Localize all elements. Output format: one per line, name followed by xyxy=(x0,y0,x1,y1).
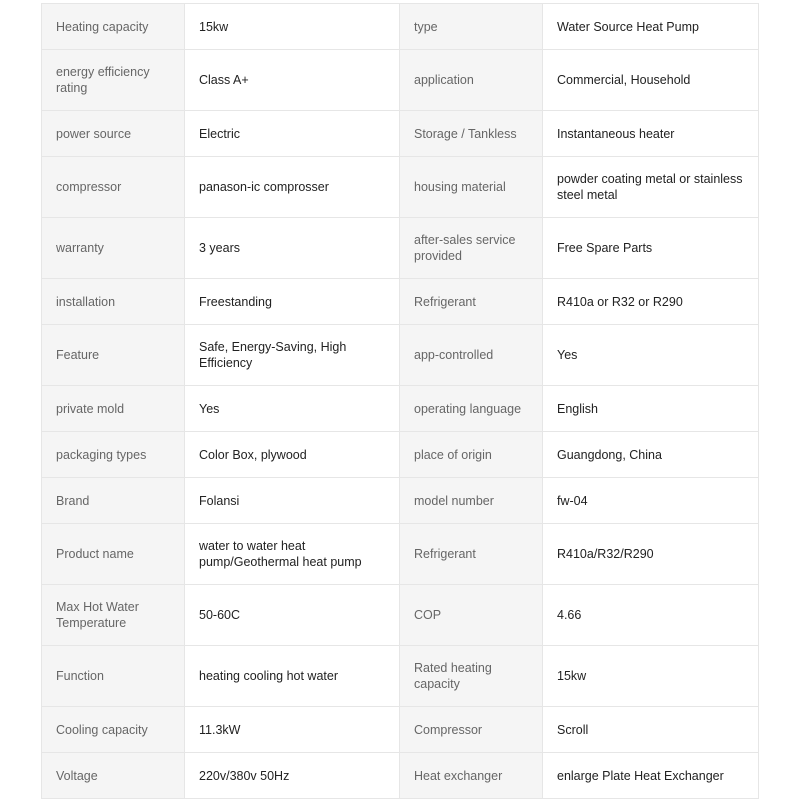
spec-label: power source xyxy=(42,111,185,157)
spec-value: R410a/R32/R290 xyxy=(543,524,759,585)
spec-label: Compressor xyxy=(400,707,543,753)
spec-label: private mold xyxy=(42,386,185,432)
spec-value: Folansi xyxy=(185,478,400,524)
spec-label: type xyxy=(400,4,543,50)
spec-value: English xyxy=(543,386,759,432)
spec-row xyxy=(42,646,759,707)
spec-value: Free Spare Parts xyxy=(543,218,759,279)
spec-row xyxy=(42,524,759,585)
spec-value: 50-60C xyxy=(185,585,400,646)
spec-label: Storage / Tankless xyxy=(400,111,543,157)
spec-value: Guangdong, China xyxy=(543,432,759,478)
spec-row xyxy=(42,279,759,325)
spec-label: compressor xyxy=(42,157,185,218)
spec-row xyxy=(42,753,759,799)
spec-label: Refrigerant xyxy=(400,279,543,325)
spec-value: Freestanding xyxy=(185,279,400,325)
spec-value: 15kw xyxy=(543,646,759,707)
spec-value: water to water heat pump/Geothermal heat pump xyxy=(185,524,400,585)
spec-value: Yes xyxy=(185,386,400,432)
spec-value: Water Source Heat Pump xyxy=(543,4,759,50)
spec-value: Yes xyxy=(543,325,759,386)
spec-value: 4.66 xyxy=(543,585,759,646)
spec-row xyxy=(42,111,759,157)
spec-label: after-sales service provided xyxy=(400,218,543,279)
spec-label: app-controlled xyxy=(400,325,543,386)
spec-value: panason-ic comprosser xyxy=(185,157,400,218)
spec-label: Voltage xyxy=(42,753,185,799)
spec-label: installation xyxy=(42,279,185,325)
spec-value: 3 years xyxy=(185,218,400,279)
spec-value: Color Box, plywood xyxy=(185,432,400,478)
spec-value: powder coating metal or stainless steel metal xyxy=(543,157,759,218)
spec-label: Heating capacity xyxy=(42,4,185,50)
spec-label: warranty xyxy=(42,218,185,279)
spec-label: Feature xyxy=(42,325,185,386)
spec-row xyxy=(42,157,759,218)
spec-label: Function xyxy=(42,646,185,707)
spec-label: operating language xyxy=(400,386,543,432)
spec-value: 220v/380v 50Hz xyxy=(185,753,400,799)
spec-value: Commercial, Household xyxy=(543,50,759,111)
spec-value: Electric xyxy=(185,111,400,157)
spec-label: model number xyxy=(400,478,543,524)
spec-label: Heat exchanger xyxy=(400,753,543,799)
spec-row xyxy=(42,707,759,753)
spec-label: COP xyxy=(400,585,543,646)
spec-value: Scroll xyxy=(543,707,759,753)
spec-value: Instantaneous heater xyxy=(543,111,759,157)
spec-label: Rated heating capacity xyxy=(400,646,543,707)
spec-label: housing material xyxy=(400,157,543,218)
spec-row xyxy=(42,478,759,524)
spec-table xyxy=(41,3,759,799)
spec-label: application xyxy=(400,50,543,111)
spec-row xyxy=(42,218,759,279)
spec-row xyxy=(42,50,759,111)
spec-value: heating cooling hot water xyxy=(185,646,400,707)
spec-value: 11.3kW xyxy=(185,707,400,753)
spec-row xyxy=(42,386,759,432)
spec-row xyxy=(42,585,759,646)
spec-label: place of origin xyxy=(400,432,543,478)
spec-label: Product name xyxy=(42,524,185,585)
spec-label: Max Hot Water Temperature xyxy=(42,585,185,646)
spec-value: 15kw xyxy=(185,4,400,50)
spec-label: Refrigerant xyxy=(400,524,543,585)
spec-value: Class A+ xyxy=(185,50,400,111)
spec-row xyxy=(42,325,759,386)
spec-row xyxy=(42,432,759,478)
spec-value: enlarge Plate Heat Exchanger xyxy=(543,753,759,799)
spec-value: fw-04 xyxy=(543,478,759,524)
spec-label: Brand xyxy=(42,478,185,524)
spec-row xyxy=(42,4,759,50)
spec-table-body xyxy=(42,4,759,799)
spec-value: R410a or R32 or R290 xyxy=(543,279,759,325)
spec-value: Safe, Energy-Saving, High Efficiency xyxy=(185,325,400,386)
spec-label: energy efficiency rating xyxy=(42,50,185,111)
spec-label: packaging types xyxy=(42,432,185,478)
spec-label: Cooling capacity xyxy=(42,707,185,753)
